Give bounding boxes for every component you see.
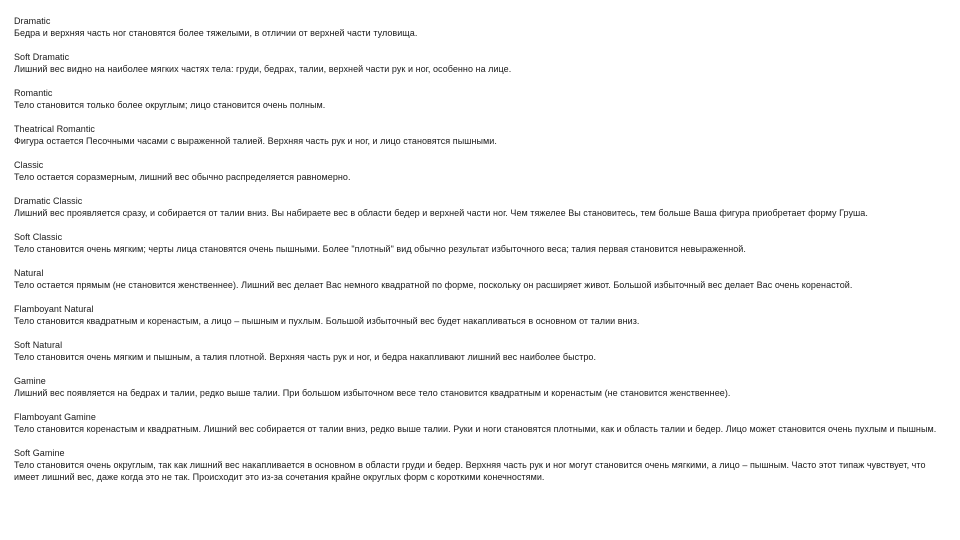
entry-text: Лишний вес появляется на бедрах и талии, редко выше талии. При большом избыточном весе тело становится квадратным и коренастым (не становится женственнее).	[14, 388, 731, 398]
entry-soft-natural	[14, 339, 944, 363]
entry-title: Soft Dramatic	[14, 52, 70, 62]
entry-text: Фигура остается Песочными часами с выраженной талией. Верхняя часть рук и ног, и лицо становятся пышными.	[14, 136, 497, 146]
entry-text: Тело становится только более округлым; лицо становится очень полным.	[14, 100, 326, 110]
entry-title: Natural	[14, 268, 44, 278]
entry-text: Лишний вес видно на наиболее мягких частях тела: груди, бедрах, талии, верхней части рук и ног, особенно на лице.	[14, 64, 512, 74]
entry-title: Soft Classic	[14, 232, 63, 242]
entry-classic	[14, 159, 944, 183]
entry-flamboyant-natural	[14, 303, 944, 327]
document-body	[14, 15, 944, 495]
entry-dramatic	[14, 15, 944, 39]
entry-title: Flamboyant Gamine	[14, 412, 96, 422]
entry-title: Soft Gamine	[14, 448, 65, 458]
entry-text: Тело становится квадратным и коренастым, а лицо – пышным и пухлым. Большой избыточный вес будет накапливаться в основном от талии вниз.	[14, 316, 640, 326]
entry-natural	[14, 267, 944, 291]
entry-text: Лишний вес проявляется сразу, и собирается от талии вниз. Вы набираете вес в области бедер и верхней части ног. Чем тяжелее Вы становитесь, тем больше Ваша фигура приобретает форму Груша.	[14, 208, 868, 218]
entry-text: Тело становится очень округлым, так как лишний вес накапливается в основном в области груди и бедер. Верхняя часть рук и ног могут становится очень мягкими, а лицо – пышным. Часто этот типаж чувствует, что имеет лишний вес, даже когда это не так. Происходит это из-за сочетания крайне округлых форм с короткими конечностями.	[14, 460, 926, 482]
entry-text: Тело остается прямым (не становится женственнее). Лишний вес делает Вас немного квадратной по форме, поскольку он расширяет живот. Большой избыточный вес делает Вас очень коренастой.	[14, 280, 853, 290]
entry-title: Flamboyant Natural	[14, 304, 94, 314]
entry-text: Тело становится коренастым и квадратным. Лишний вес собирается от талии вниз, редко выше талии. Руки и ноги становятся плотными, как и область талии и бедер. Лицо может становится очень пухлым и пышным.	[14, 424, 937, 434]
entry-theatrical-romantic	[14, 123, 944, 147]
entry-title: Classic	[14, 160, 44, 170]
entry-gamine	[14, 375, 944, 399]
entry-title: Dramatic Classic	[14, 196, 83, 206]
entry-text: Тело становится очень мягким и пышным, а талия плотной. Верхняя часть рук и ног, и бедра накапливают лишний вес наиболее быстро.	[14, 352, 597, 362]
entry-title: Dramatic	[14, 16, 51, 26]
entry-soft-classic	[14, 231, 944, 255]
entry-soft-gamine	[14, 447, 944, 483]
entry-dramatic-classic	[14, 195, 944, 219]
entry-romantic	[14, 87, 944, 111]
entry-title: Theatrical Romantic	[14, 124, 95, 134]
entry-title: Soft Natural	[14, 340, 63, 350]
entry-title: Romantic	[14, 88, 53, 98]
entry-text: Тело остается соразмерным, лишний вес обычно распределяется равномерно.	[14, 172, 351, 182]
entry-text: Бедра и верхняя часть ног становятся более тяжелыми, в отличии от верхней части туловища.	[14, 28, 418, 38]
entry-flamboyant-gamine	[14, 411, 944, 435]
entry-soft-dramatic	[14, 51, 944, 75]
entry-title: Gamine	[14, 376, 46, 386]
entry-text: Тело становится очень мягким; черты лица становятся очень пышными. Более "плотный" вид обычно результат избыточного веса; талия первая становится невыраженной.	[14, 244, 746, 254]
